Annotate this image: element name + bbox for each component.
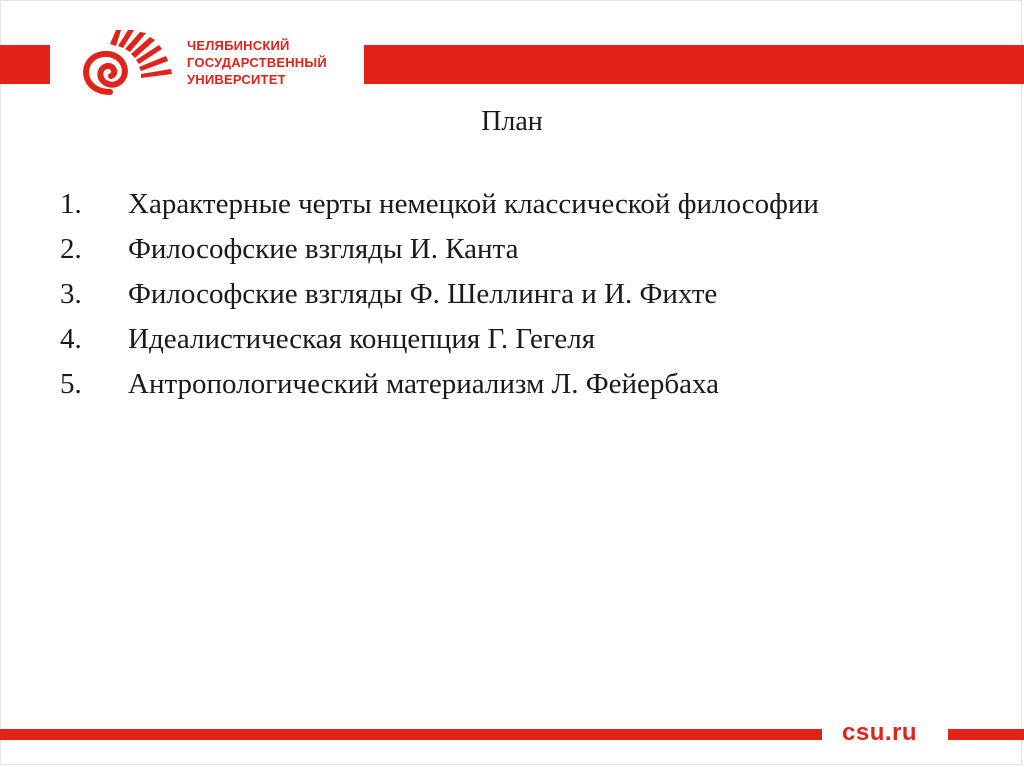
- item-number: 2.: [60, 233, 82, 265]
- list-item: [60, 362, 819, 407]
- footer-bar-right: [948, 729, 1024, 740]
- item-text: Философские взгляды И. Канта: [128, 233, 519, 265]
- site-url[interactable]: csu.ru: [842, 719, 918, 746]
- list-item: [60, 227, 819, 272]
- list-item: [60, 182, 819, 227]
- item-number: 5.: [60, 368, 82, 400]
- item-number: 3.: [60, 278, 82, 310]
- item-number: 1.: [60, 188, 82, 220]
- logo-line: УНИВЕРСИТЕТ: [187, 72, 286, 87]
- university-logo-text: [187, 37, 327, 88]
- list-item: [60, 272, 819, 317]
- logo-line: ГОСУДАРСТВЕННЫЙ: [187, 55, 327, 70]
- item-text: Философские взгляды Ф. Шеллинга и И. Фихте: [128, 278, 718, 310]
- footer-bar-left: [0, 729, 822, 740]
- spiral-shell-logo-icon: [80, 30, 175, 100]
- header-bar-right: [364, 45, 1024, 84]
- item-number: 4.: [60, 323, 82, 355]
- list-item: [60, 317, 819, 362]
- logo-line: ЧЕЛЯБИНСКИЙ: [187, 38, 290, 53]
- slide-title: План: [481, 106, 543, 137]
- plan-list: [60, 182, 819, 407]
- header-bar-left: [0, 45, 50, 84]
- item-text: Антропологический материализм Л. Фейербаха: [128, 368, 720, 400]
- item-text: Характерные черты немецкой классической философии: [128, 188, 819, 220]
- item-text: Идеалистическая концепция Г. Гегеля: [128, 323, 596, 355]
